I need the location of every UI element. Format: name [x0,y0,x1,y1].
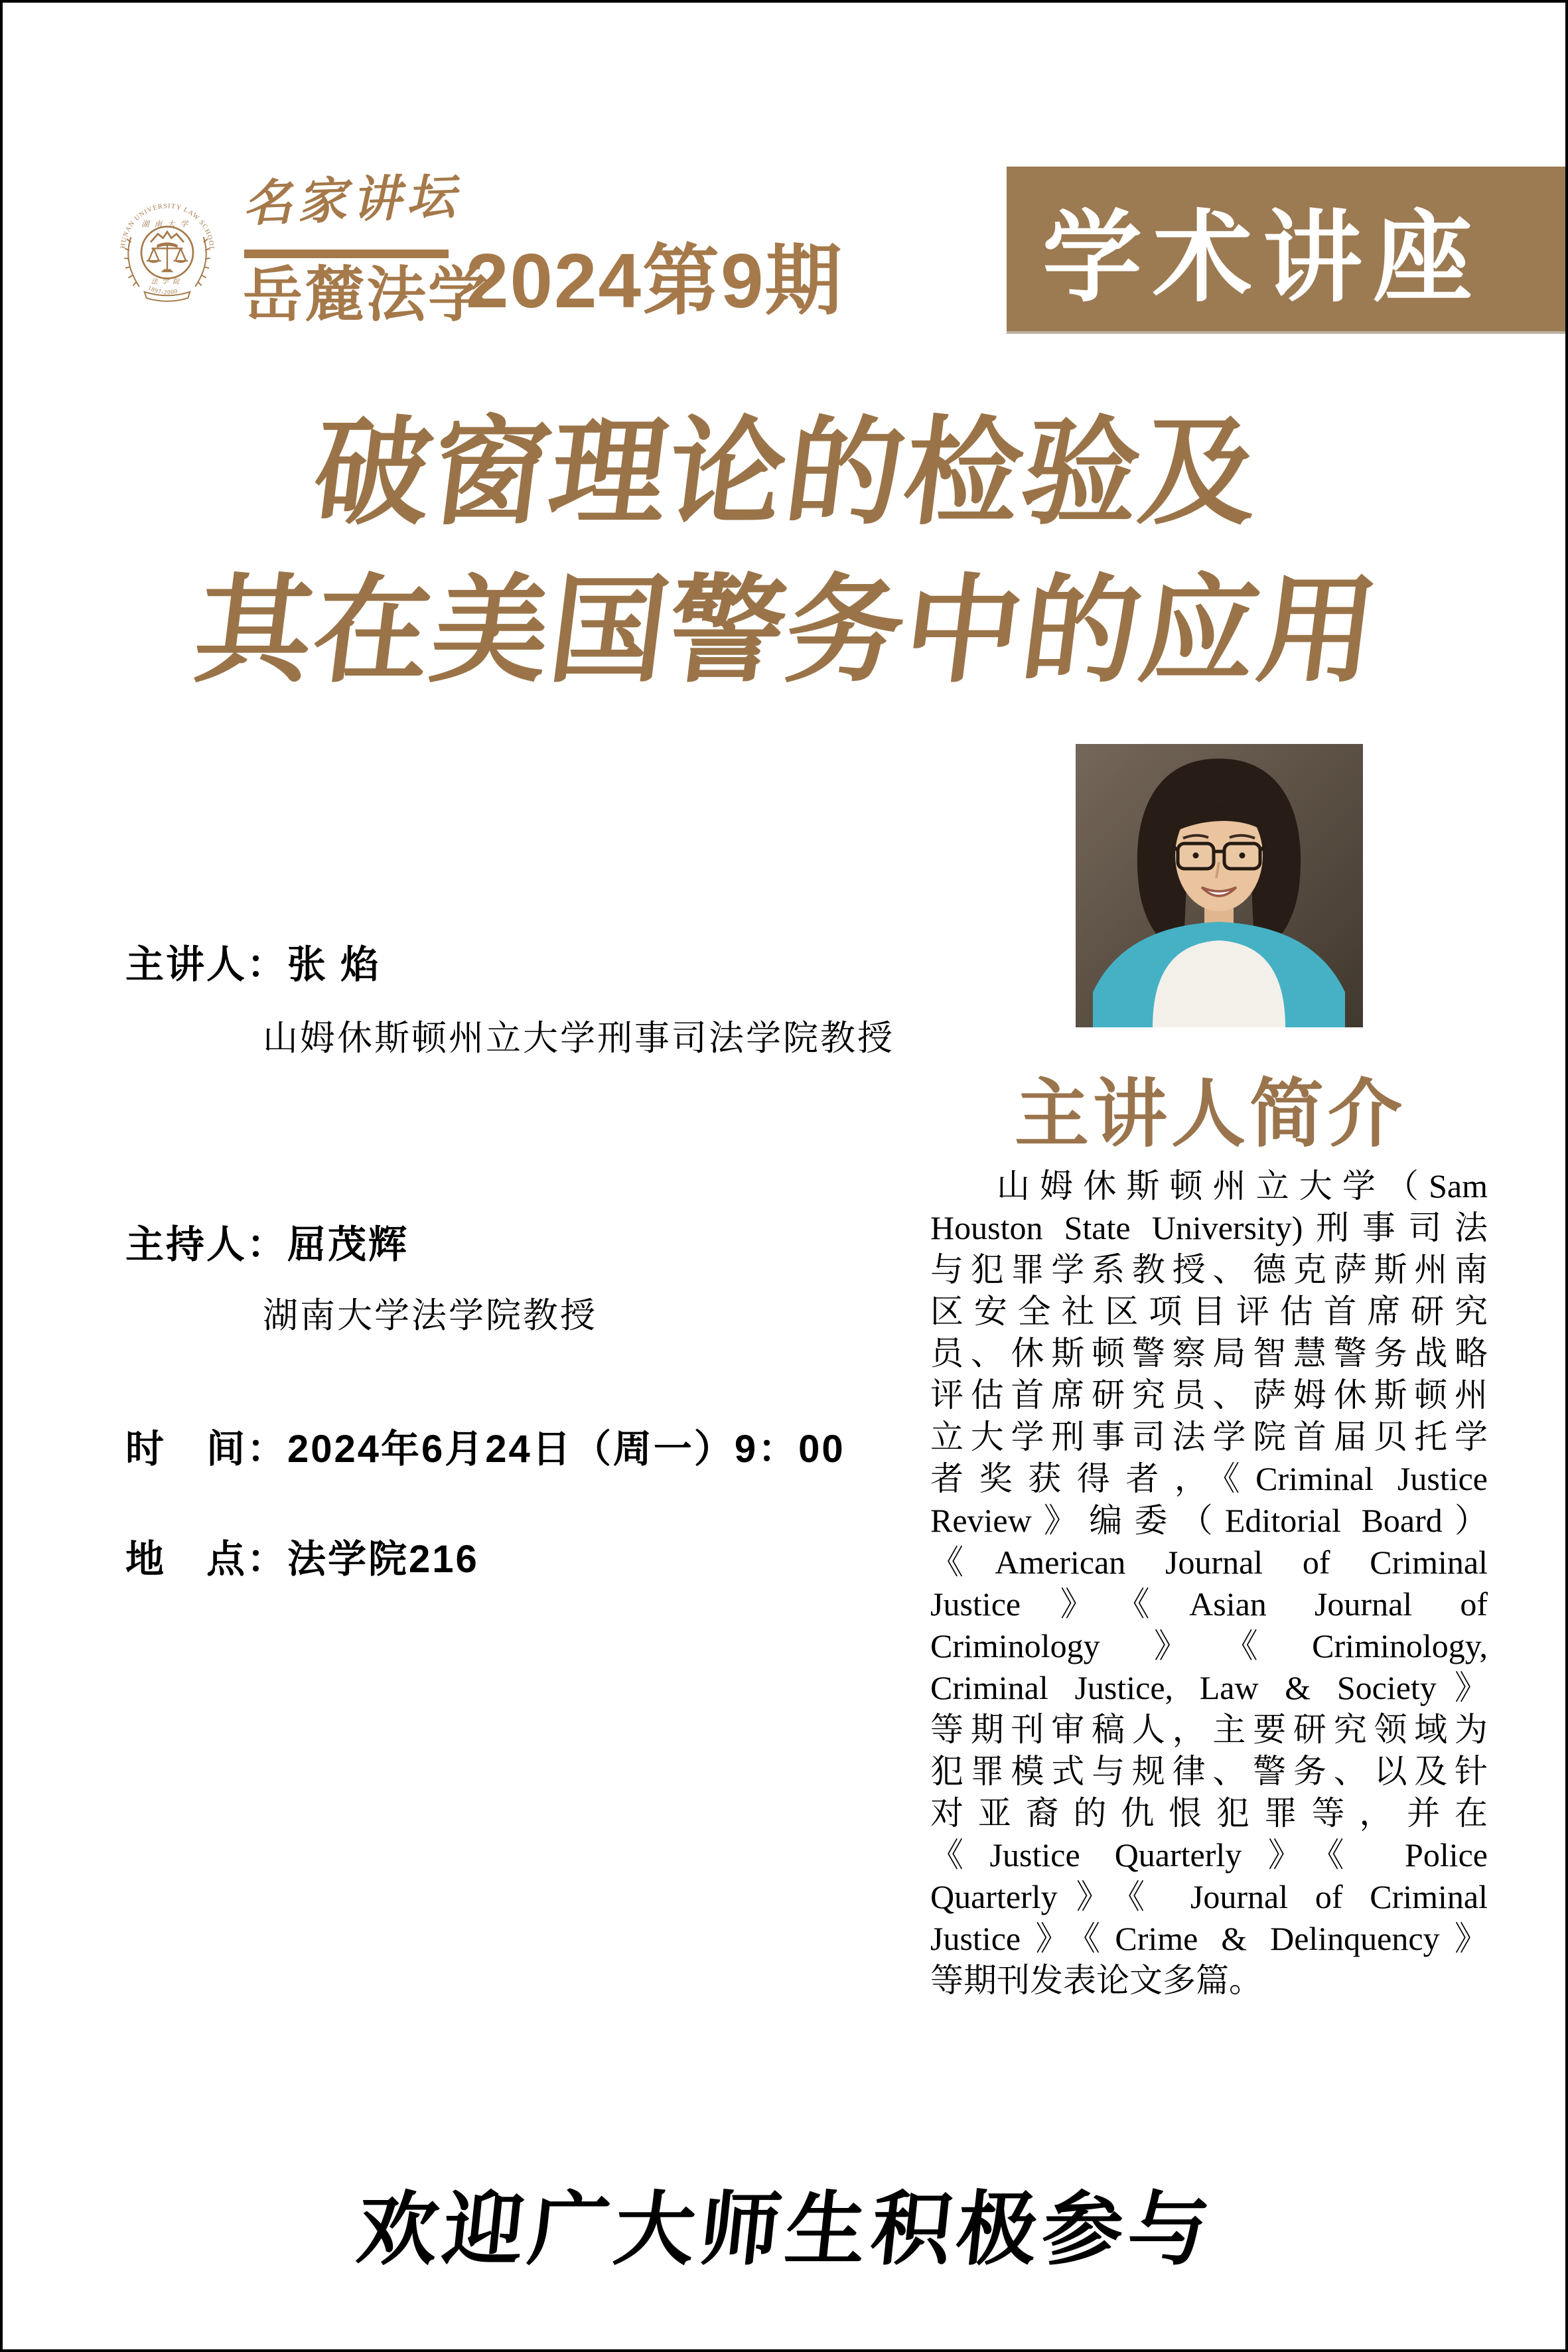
venue-value: 法学院216 [287,1538,479,1581]
bio-line: Criminology》《Criminology, [930,1627,1488,1664]
bio-line: 者奖获得者，《Criminal Justice [930,1460,1488,1497]
host-row [125,1213,409,1269]
time-label: 时 间： [125,1428,288,1471]
speaker-intro-section-title: 主讲人简介 [1015,1074,1406,1156]
bio-line: 与犯罪学系教授、德克萨斯州南 [930,1251,1488,1288]
seal-cn-top-text: 湖南大学 [141,219,193,229]
bio-line: 山姆休斯顿州立大学（Sam [997,1167,1488,1205]
poster-title-line2: 其在美国警务中的应用 [188,566,1386,696]
seal-years-text: 1897-2000 [146,285,179,297]
lecture-type-badge: 学术讲座 [1007,167,1565,334]
footer-welcome-text: 欢迎广大师生积极参与 [353,2184,1219,2274]
eye-left [1193,853,1199,859]
host-name: 屈茂辉 [287,1223,409,1266]
time-value: 2024年6月24日（周一）9：00 [287,1428,845,1471]
scales-of-justice-icon [147,232,188,272]
speaker-portrait-photo [1076,744,1363,1027]
eye-right [1240,853,1246,859]
time-row [125,1418,845,1473]
bio-line: 《American Journal of Criminal [930,1544,1488,1581]
university-seal-icon [115,194,219,307]
speaker-row [125,933,381,989]
bio-line: Criminal Justice, Law & Society》 [930,1669,1488,1706]
speaker-label: 主讲人： [125,943,288,986]
seal-arc-text: HUNAN UNIVERSITY LAW SCHOOL [119,202,216,252]
poster-title-line1: 破窗理论的检验及 [306,408,1267,538]
bio-line: 等期刊审稿人，主要研究领域为 [930,1711,1488,1748]
speaker-bio-paragraph [930,1165,1488,2002]
bio-line: Houston State University)刑事司法 [930,1209,1488,1246]
host-affiliation: 湖南大学法学院教授 [263,1297,597,1335]
bio-line: 《Justice Quarterly》《 Police [930,1836,1488,1874]
bio-line: 区安全社区项目评估首席研究 [930,1293,1488,1330]
venue-row [125,1528,479,1583]
speaker-name: 张 焰 [287,943,382,986]
issue-label: 2024第9期 [466,238,843,324]
host-label: 主持人： [125,1223,288,1266]
bio-line: 犯罪模式与规律、警务、以及针 [930,1753,1488,1790]
series-title: 名家讲坛 [242,168,462,233]
bio-line: 评估首席研究员、萨姆休斯顿州 [930,1376,1488,1414]
bio-line: 员、休斯顿警察局智慧警务战略 [930,1335,1488,1372]
bio-line: Justice》《Asian Journal of [930,1585,1488,1623]
seal-cn-bottom-text: 法学院 [151,278,184,286]
bio-line: 立大学刑事司法学院首届贝托学 [930,1418,1488,1455]
series-subtitle: 岳麓法学 [243,262,490,329]
speaker-affiliation: 山姆休斯顿州立大学刑事司法学院教授 [263,1019,894,1058]
series-divider [244,250,449,258]
svg-text:1897-2000 [147,285,178,296]
bio-line: Review》编委（Editorial Board） [930,1502,1488,1539]
bio-line: Quarterly》《 Journal of Criminal [930,1878,1488,1915]
bio-line: 等期刊发表论文多篇。 [930,1962,1262,1999]
bio-line: 对亚裔的仇恨犯罪等，并在 [930,1795,1488,1832]
venue-label: 地 点： [125,1538,288,1581]
bio-line: Justice》《Crime & Delinquency》 [930,1920,1488,1957]
